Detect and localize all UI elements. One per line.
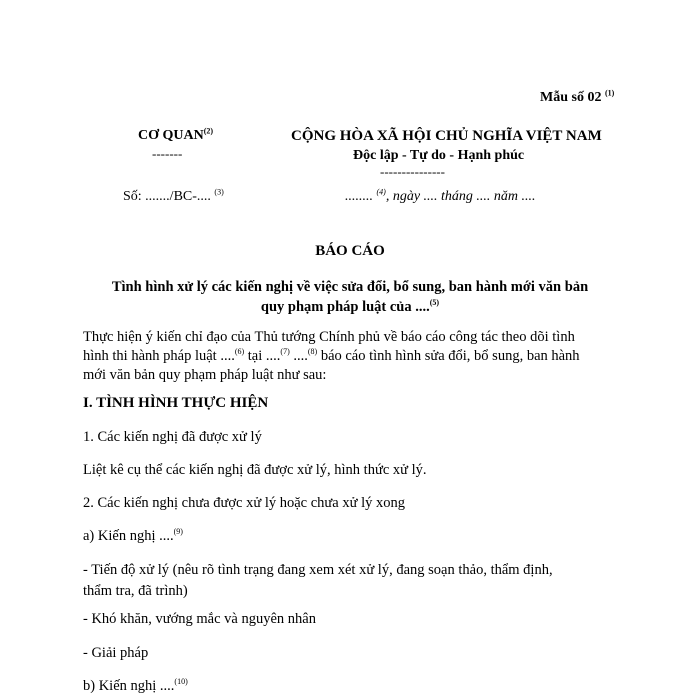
list-item: 1. Các kiến nghị đã được xử lý <box>83 429 262 445</box>
footnote-ref: (10) <box>174 677 188 687</box>
footnote-ref: (8) <box>307 347 318 357</box>
intro-paragraph: Thực hiện ý kiến chỉ đạo của Thủ tướng Chính phủ về báo cáo công tác theo dõi tình hình thi hành pháp luật ....$^{(6)}$ tại ....$^{(7)}$ ....$^{(8)}$ báo cáo tình hình sửa đổi, bổ sung, ban hành mới văn bản quy phạm pháp luật như sau: <box>83 329 580 383</box>
list-item: a) Kiến nghị ....$^{(9)}$ <box>83 527 183 544</box>
national-title: CỘNG HÒA XÃ HỘI CHỦ NGHĨA VIỆT NAM <box>291 128 602 144</box>
report-title: BÁO CÁO <box>315 243 385 259</box>
footnote-ref: (6) <box>234 347 245 357</box>
list-item: 2. Các kiến nghị chưa được xử lý hoặc chưa xử lý xong <box>83 495 405 511</box>
list-item: - Khó khăn, vướng mắc và nguyên nhân <box>83 611 316 627</box>
report-subtitle: Tình hình xử lý các kiến nghị về việc sửa đổi, bổ sung, ban hành mới văn bản quy phạm pháp luật của ....$^{(5)}$ <box>111 279 589 315</box>
organization-divider: ------- <box>152 146 183 161</box>
list-item: - Tiến độ xử lý (nêu rõ tình trạng đang xem xét xử lý, đang soạn thảo, thẩm định, thẩm tra, đã trình) <box>83 562 553 599</box>
footnote-ref: (1) <box>604 88 615 98</box>
national-motto: Độc lập - Tự do - Hạnh phúc <box>353 148 525 163</box>
motto-divider: --------------- <box>380 164 445 179</box>
footnote-ref: (4) <box>376 187 386 197</box>
footnote-ref: (5) <box>429 298 440 308</box>
list-item: Liệt kê cụ thể các kiến nghị đã được xử lý, hình thức xử lý. <box>83 462 427 478</box>
document-number: Số: ......./BC-.... $^{(3)}$ <box>123 187 224 204</box>
list-item: - Giải pháp <box>83 645 149 661</box>
footnote-ref: (2) <box>203 126 214 136</box>
section-heading: I. TÌNH HÌNH THỰC HIỆN <box>83 395 269 411</box>
list-item: b) Kiến nghị ....$^{(10)}$ <box>83 677 188 694</box>
form-number: Mẫu số 02 $^{(1)}$ <box>540 88 615 105</box>
footnote-ref: (7) <box>280 347 290 357</box>
footnote-ref: (3) <box>214 187 224 197</box>
footnote-ref: (9) <box>173 527 183 537</box>
organization-label: CƠ QUAN$^{(2)}$ <box>138 126 214 143</box>
date-line: ........ $^{(4)}$, ngày .... tháng .... năm .... <box>345 187 536 204</box>
